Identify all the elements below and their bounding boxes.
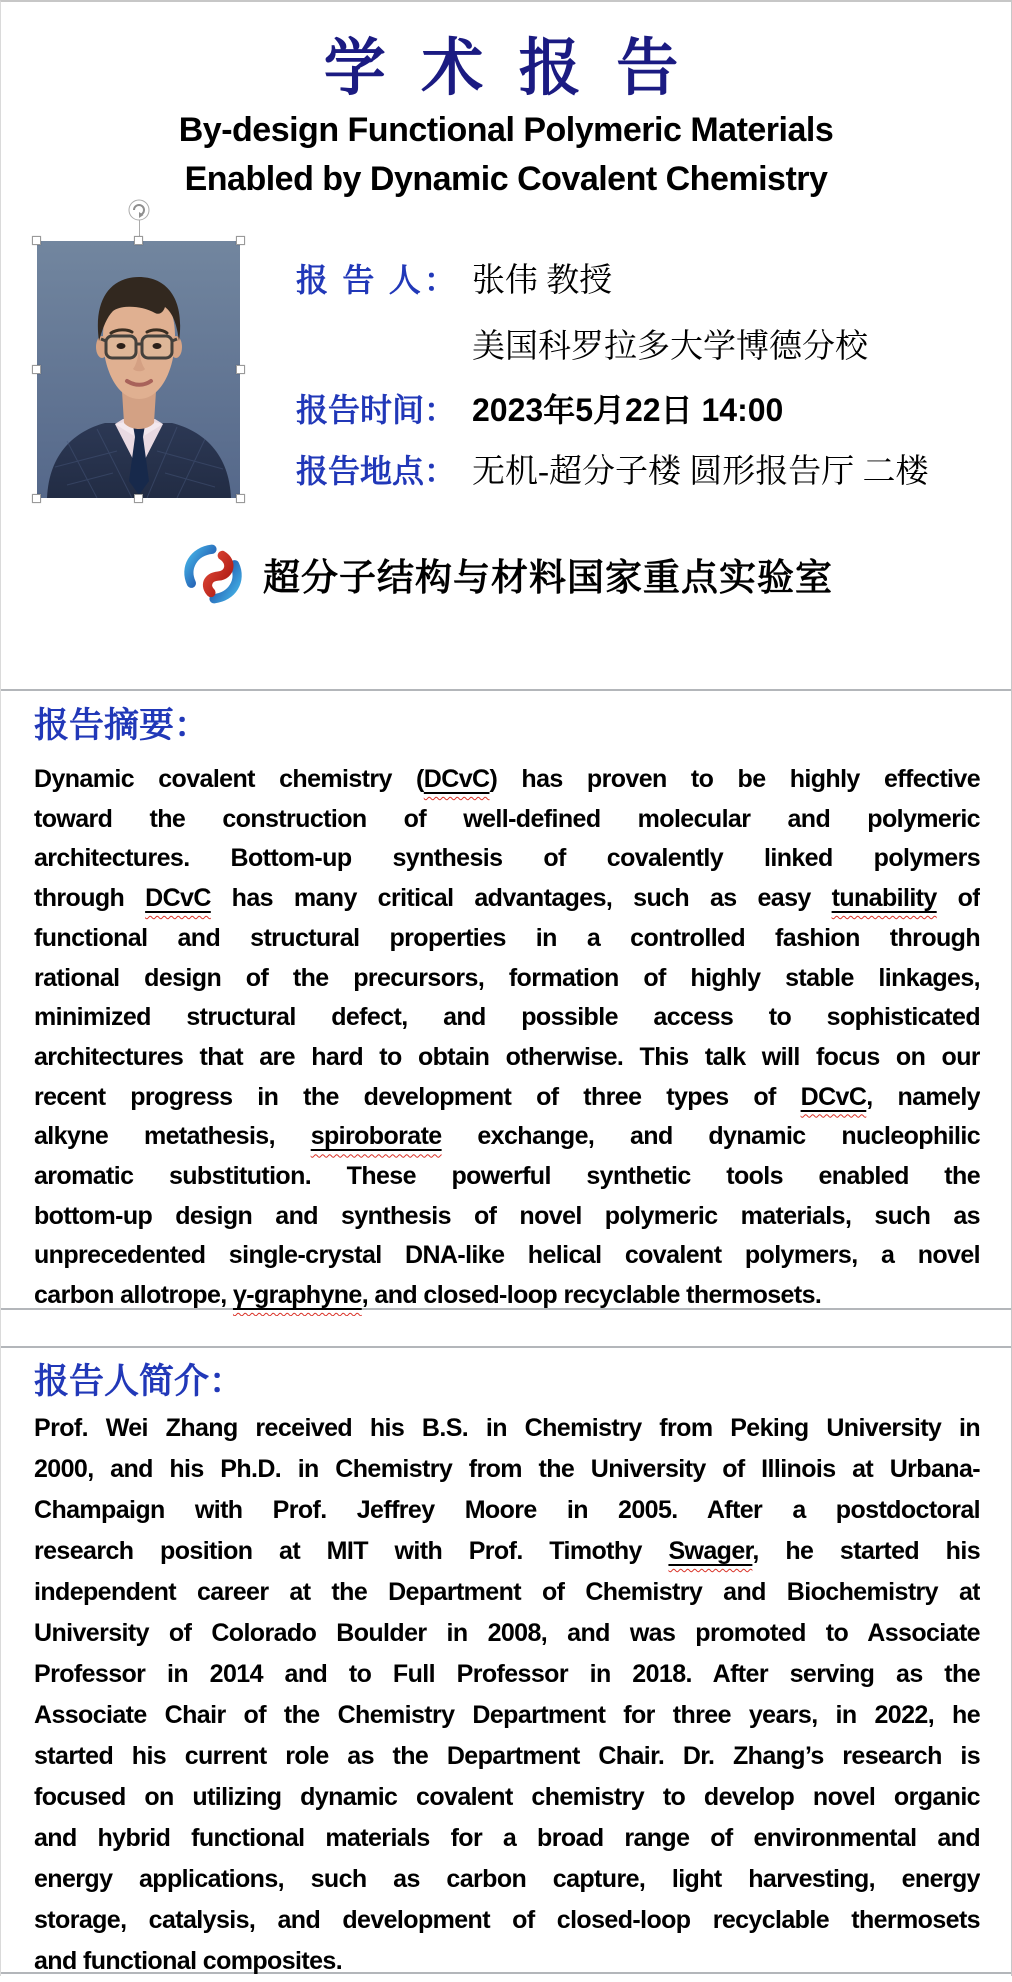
text-line: recent progress in the development of three types of DCvC, namely [34, 1082, 980, 1111]
selection-handle-nw[interactable] [32, 236, 41, 245]
affiliation-row [296, 320, 868, 367]
location-label: 报告地点： [296, 453, 457, 489]
text-line: focused on utilizing dynamic covalent chemistry to develop novel organic [34, 1783, 980, 1811]
lab-banner [1, 540, 1011, 608]
text-line: Champaign with Prof. Jeffrey Moore in 2005. After a postdoctoral [34, 1496, 980, 1524]
time-label: 报告时间： [296, 392, 457, 428]
spellcheck-word: spiroborate [310, 1122, 442, 1151]
speaker-label: 报 告 人： [296, 262, 456, 298]
location-value: 无机-超分子楼 圆形报告厅 二楼 [472, 454, 929, 490]
rotate-handle-icon[interactable] [128, 199, 150, 221]
text-line: independent career at the Department of Chemistry and Biochemistry at [34, 1578, 980, 1606]
spellcheck-word: γ-graphyne [232, 1281, 362, 1310]
selection-handle-w[interactable] [32, 365, 41, 374]
text-line: Prof. Wei Zhang received his B.S. in Chemistry from Peking University in [34, 1414, 980, 1442]
talk-title [1, 106, 1011, 204]
selection-handle-e[interactable] [236, 365, 245, 374]
spellcheck-word: DCvC [800, 1082, 867, 1111]
text-line: aromatic substitution. These powerful synthetic tools enabled the [34, 1162, 980, 1191]
text-line: minimized structural defect, and possible access to sophisticated [34, 1003, 980, 1032]
text-line: University of Colorado Boulder in 2008, and was promoted to Associate [34, 1619, 980, 1647]
selection-handle-ne[interactable] [236, 236, 245, 245]
text-line: architectures. Bottom-up synthesis of covalently linked polymers [34, 844, 980, 873]
text-line: Dynamic covalent chemistry (DCvC) has proven to be highly effective [34, 765, 980, 793]
text-line: rational design of the precursors, formation of highly stable linkages, [34, 963, 980, 992]
text-line: Associate Chair of the Chemistry Department for three years, in 2022, he [34, 1701, 980, 1729]
section-divider [1, 1346, 1011, 1348]
text-line: architectures that are hard to obtain otherwise. This talk will focus on our [34, 1042, 980, 1071]
text-line: started his current role as the Department Chair. Dr. Zhang’s research is [34, 1742, 980, 1770]
section-divider [1, 689, 1011, 691]
speaker-name: 张伟 教授 [472, 263, 613, 299]
selection-handle-se[interactable] [236, 494, 245, 503]
text-line: bottom-up design and synthesis of novel polymeric materials, such as [34, 1201, 980, 1230]
speaker-portrait-image [37, 241, 240, 498]
text-line: and hybrid functional materials for a broad range of environmental and [34, 1824, 980, 1852]
spellcheck-word: tunability [831, 884, 937, 913]
page-title: 学 术 报 告 [323, 35, 689, 103]
text-line: unprecedented single-crystal DNA-like helical covalent polymers, a novel [34, 1241, 980, 1270]
spellcheck-word: DCvC [145, 884, 211, 913]
text-line: and functional composites. [34, 1947, 343, 1975]
speaker-affiliation: 美国科罗拉多大学博德分校 [472, 329, 868, 365]
abstract-text [34, 760, 980, 1316]
spellcheck-word: DCvC [423, 765, 490, 793]
spellcheck-word: Swager [668, 1537, 753, 1565]
bio-heading: 报告人简介： [34, 1362, 245, 1401]
text-line: toward the construction of well-defined molecular and polymeric [34, 804, 980, 833]
location-row [296, 445, 929, 492]
text-line: Professor in 2014 and to Full Professor in 2018. After serving as the [34, 1660, 980, 1688]
selection-handle-n[interactable] [134, 236, 143, 245]
text-line: research position at MIT with Prof. Timothy Swager, he started his [34, 1537, 980, 1565]
text-line: alkyne metathesis, spiroborate exchange, and dynamic nucleophilic [34, 1122, 980, 1151]
lab-logo-icon [179, 540, 247, 608]
text-line: energy applications, such as carbon capture, light harvesting, energy [34, 1865, 980, 1893]
time-row [296, 385, 783, 431]
text-line: 2000, and his Ph.D. in Chemistry from the University of Illinois at Urbana- [34, 1455, 980, 1483]
speaker-photo[interactable] [37, 241, 240, 498]
talk-title-line2: Enabled by Dynamic Covalent Chemistry [184, 160, 828, 198]
selection-handle-sw[interactable] [32, 494, 41, 503]
text-line: storage, catalysis, and development of closed-loop recyclable thermosets [34, 1906, 980, 1934]
talk-title-line1: By-design Functional Polymeric Materials [178, 111, 834, 149]
speaker-row [296, 254, 612, 301]
text-line: through DCvC has many critical advantages, such as easy tunability of [34, 884, 980, 913]
lab-name: 超分子结构与材料国家重点实验室 [263, 557, 833, 598]
time-value: 2023年5月22日 14:00 [472, 392, 784, 428]
abstract-heading: 报告摘要： [34, 706, 210, 745]
bio-text [34, 1408, 980, 1982]
text-line: functional and structural properties in a controlled fashion through [34, 923, 980, 952]
selection-handle-s[interactable] [134, 494, 143, 503]
text-line: carbon allotrope, γ-graphyne, and closed-loop recyclable thermosets. [34, 1281, 822, 1310]
